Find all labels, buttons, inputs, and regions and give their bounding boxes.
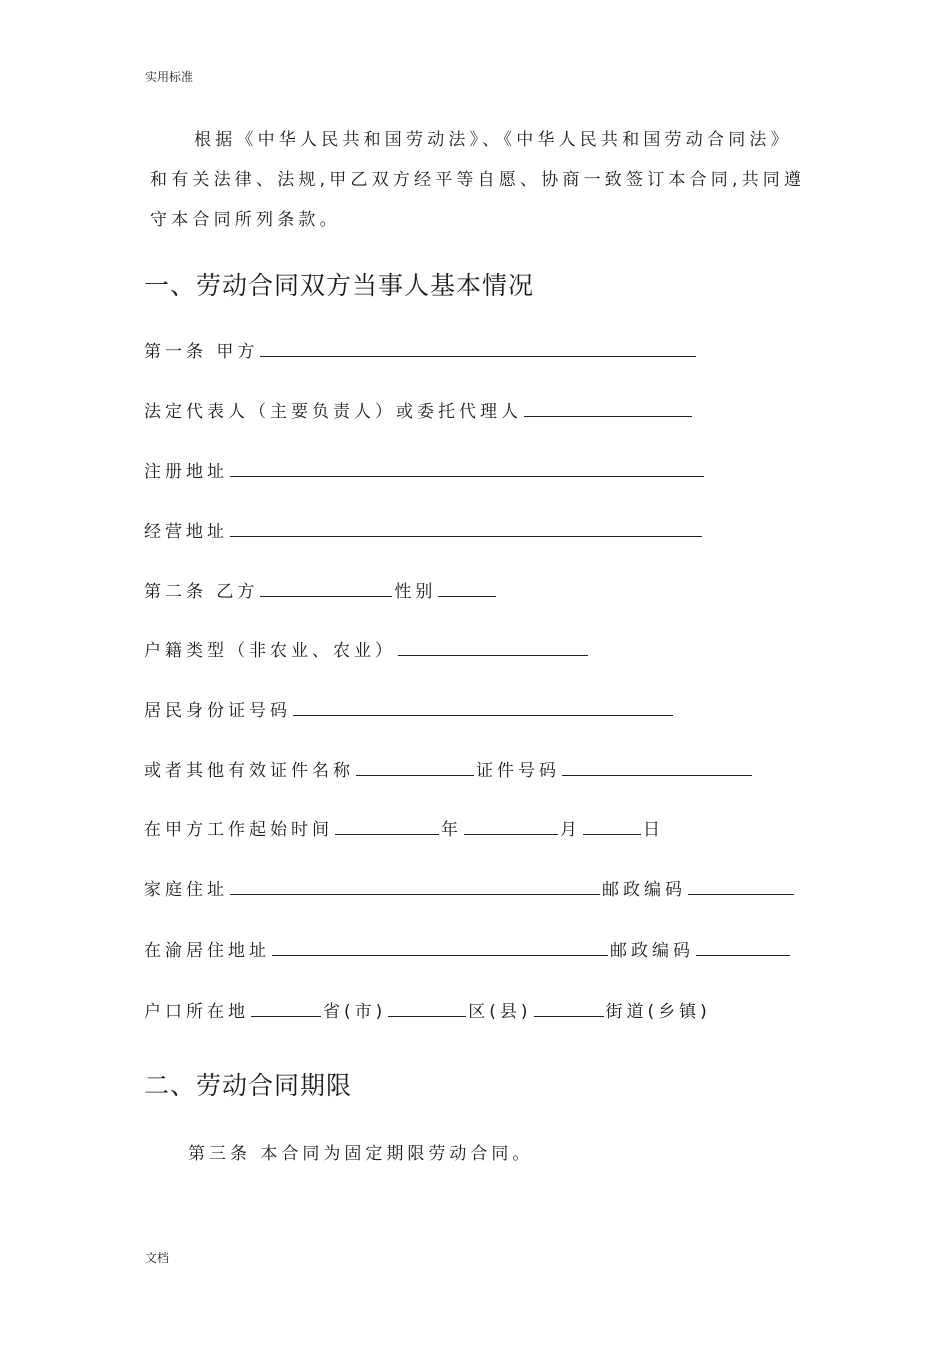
intro-paragraph: 根据《中华人民共和国劳动法》、《中华人民共和国劳动合同法》和有关法律、法规,甲乙双方经平等自愿、协商一致签订本合同,共同遵守本合同所列条款。 [150,130,806,230]
id-number-label: 居民身份证号码 [144,701,291,721]
district-label: 区(县) [468,1002,532,1022]
month-label: 月 [560,820,581,840]
field-biz-address [144,519,704,545]
postcode-label: 邮政编码 [602,880,686,900]
other-id-blank[interactable] [356,758,474,776]
field-hukou [144,999,711,1025]
gender-blank[interactable] [438,579,496,597]
household-type-blank[interactable] [398,638,588,656]
gender-label: 性别 [394,582,437,602]
legal-rep-label: 法定代表人（主要负责人）或委托代理人 [144,402,522,422]
day-label: 日 [643,820,664,840]
postcode2-label: 邮政编码 [610,941,694,961]
id-number-blank[interactable] [293,698,673,716]
postcode2-blank[interactable] [696,938,790,956]
biz-address-blank[interactable] [230,519,702,537]
reg-address-blank[interactable] [230,459,704,477]
party-b-blank[interactable] [260,579,392,597]
section-title-parties: 一、劳动合同双方当事人基本情况 [144,271,535,300]
field-legal-rep [144,399,694,425]
year-blank[interactable] [335,817,439,835]
section-title-term: 二、劳动合同期限 [144,1071,353,1100]
legal-rep-blank[interactable] [524,399,692,417]
field-other-id [144,758,754,784]
day-blank[interactable] [583,817,641,835]
field-party-a [144,339,698,365]
field-cq-address [144,938,792,964]
home-address-label: 家庭住址 [144,880,228,900]
party-a-blank[interactable] [260,339,696,357]
biz-address-label: 经营地址 [144,522,228,542]
page-footer: 文档 [145,1251,170,1265]
field-start-time [144,817,664,843]
clause-3: 第三条 本合同为固定期限劳动合同。 [188,1144,534,1164]
province-blank[interactable] [251,999,321,1017]
street-blank[interactable] [534,999,604,1017]
start-time-label: 在甲方工作起始时间 [144,820,333,840]
field-reg-address [144,459,706,485]
party-a-label: 第一条 甲方 [144,342,259,362]
field-home-address [144,877,796,903]
district-blank[interactable] [388,999,466,1017]
hukou-label: 户口所在地 [144,1002,249,1022]
cq-address-label: 在渝居住地址 [144,941,270,961]
field-party-b [144,579,498,605]
field-household-type [144,638,590,664]
household-type-label: 户籍类型（非农业、农业） [144,641,396,661]
cert-number-label: 证件号码 [476,761,560,781]
page-header: 实用标准 [145,70,194,84]
home-address-blank[interactable] [230,877,600,895]
year-label: 年 [441,820,462,840]
month-blank[interactable] [464,817,558,835]
field-id-number [144,698,675,724]
reg-address-label: 注册地址 [144,462,228,482]
province-label: 省(市) [323,1002,387,1022]
cq-address-blank[interactable] [272,938,608,956]
party-b-label: 第二条 乙方 [144,582,259,602]
postcode-blank[interactable] [688,877,794,895]
cert-number-blank[interactable] [562,758,752,776]
street-label: 街道(乡镇) [605,1002,711,1022]
other-id-label: 或者其他有效证件名称 [144,761,354,781]
